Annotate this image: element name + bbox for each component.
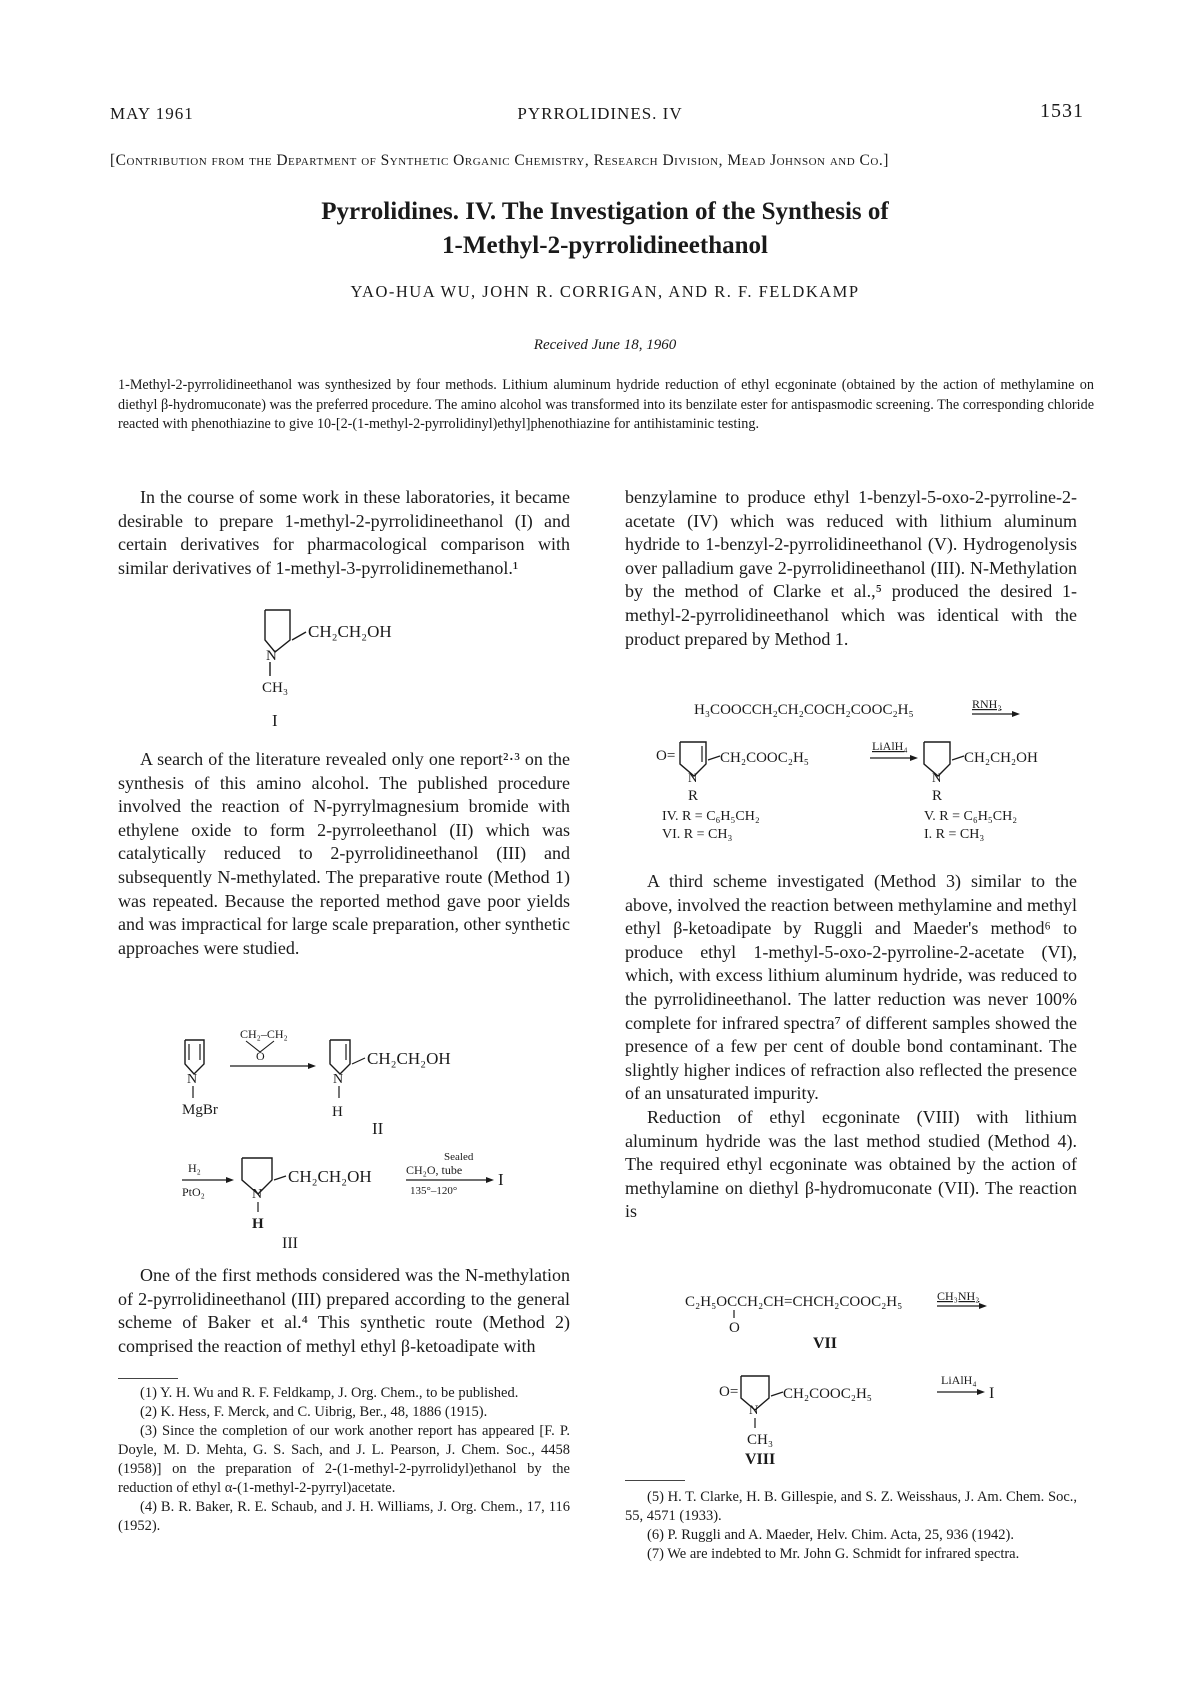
footnotes-right xyxy=(625,1488,1077,1564)
scheme-IV-V xyxy=(650,698,1090,848)
footnote-6: (6) P. Ruggli and A. Maeder, Helv. Chim. Acta, 25, 936 (1942). xyxy=(647,1527,1014,1543)
side-bond xyxy=(771,1392,783,1396)
structure-I xyxy=(220,600,480,740)
product-substituent: CH₂CH₂OH xyxy=(367,1049,451,1068)
side-bond xyxy=(352,1058,365,1064)
r-group-right: R xyxy=(932,788,943,804)
reagent-top: H₂ xyxy=(188,1161,201,1175)
arrow-reagent: LiAlH₄ xyxy=(872,739,908,753)
n-substituent: CH₃ xyxy=(747,1432,774,1448)
side-bond xyxy=(708,756,720,760)
running-header-title: PYRROLIDINES. IV xyxy=(517,104,683,123)
footnote-2: (2) K. Hess, F. Merck, and C. Uibrig, Ber., 48, 1886 (1915). xyxy=(140,1404,488,1420)
n-atom: N xyxy=(749,1402,759,1417)
footnote-5: (5) H. T. Clarke, H. B. Gillespie, and S. Z. Weisshaus, J. Am. Chem. Soc., 55, 4571 (1933). xyxy=(625,1489,1077,1524)
contribution-line: [Contribution from the Department of Synthetic Organic Chemistry, Research Division, Mead Johnson and Co.] xyxy=(110,152,889,169)
reagent-text: RNH₂ xyxy=(972,698,1002,711)
label-VI: VI. R = CH₃ xyxy=(662,827,733,842)
reagent-text: CH₂–CH₂ xyxy=(240,1028,288,1041)
ring-n-atom: N xyxy=(266,648,277,664)
left-col-para-1 xyxy=(118,486,570,580)
substituent: CH₂COOC₂H₅ xyxy=(783,1386,873,1402)
n-substituent-right: H xyxy=(332,1104,343,1120)
step-note-top: Sealed xyxy=(444,1151,474,1163)
compound-label: II xyxy=(372,1119,384,1138)
arrow-head xyxy=(486,1177,494,1183)
article-title-line1: Pyrrolidines. IV. The Investigation of the Synthesis of xyxy=(321,198,889,225)
pyrrole-ring-product xyxy=(330,1040,350,1074)
oxo-group: O= xyxy=(719,1384,739,1400)
ring-bond xyxy=(265,610,290,652)
r-group-left: R xyxy=(688,788,699,804)
arrow-head xyxy=(979,1303,987,1309)
running-header-date: MAY 1961 xyxy=(110,104,194,123)
oxo-group: O= xyxy=(656,748,676,764)
label-V: V. R = C₆H₅CH₂ xyxy=(924,809,1018,824)
scheme-VII-VIII xyxy=(675,1288,1095,1468)
footnote-7: (7) We are indebted to Mr. John G. Schmidt for infrared spectra. xyxy=(647,1546,1020,1562)
compound-label: VIII xyxy=(745,1451,776,1468)
label-I: I. R = CH₃ xyxy=(924,827,985,842)
reagent-oxygen: O xyxy=(256,1049,265,1063)
abstract: 1-Methyl-2-pyrrolidineethanol was synthesized by four methods. Lithium aluminum hydride reduction of ethyl ecgoninate (obtained by the action of methylamine on diethyl β-hydromuconate) was the preferred procedure. The amino alcohol was transformed into its benzilate ester for antispasmodic screening. The corresponding chloride reacted with phenothiazine to give 10-[2-(1-methyl-2-pyrrolidinyl)ethyl]phenothiazine for antihistaminic testing. xyxy=(118,377,1094,432)
step-note-bottom: 135°–120° xyxy=(410,1185,458,1197)
reagent-bottom: PtO₂ xyxy=(182,1185,205,1199)
n-atom: N xyxy=(187,1072,198,1087)
received-date: Received June 18, 1960 xyxy=(533,337,677,353)
start-material: C₂H₅OCCH₂CH=CHCH₂COOC₂H₅ xyxy=(685,1294,903,1310)
arrow-head xyxy=(977,1389,985,1395)
method-4-paragraph: Reduction of ethyl ecgoninate (VIII) with lithium aluminum hydride was the last method studied (Method 4). The required ethyl ecgoninate was obtained by the action of methylamine on diethyl β-hydromuconate (VII). The reaction is xyxy=(625,1106,1077,1222)
substituent-text: CH₂CH₂OH xyxy=(308,622,392,641)
structure-III-scheme xyxy=(160,1150,580,1262)
n-substituent: H xyxy=(252,1216,264,1232)
footnote-rule-right xyxy=(625,1480,685,1481)
footnote-1: (1) Y. H. Wu and R. F. Feldkamp, J. Org. Chem., to be published. xyxy=(140,1385,519,1401)
intro-paragraph: In the course of some work in these laboratories, it became desirable to prepare 1-methyl-2-pyrrolidineethanol (I) and certain derivatives for pharmacological comparison with similar derivatives of 1-methyl-3-pyrrolidinemethanol.¹ xyxy=(118,487,570,578)
compound-label: VII xyxy=(813,1335,838,1352)
step-note-mid: CH₂O, tube xyxy=(406,1163,463,1177)
reagent-text: CH₃NH₂ xyxy=(937,1289,980,1303)
arrow-reagent: LiAlH₄ xyxy=(941,1373,977,1387)
arrow-head xyxy=(308,1063,316,1069)
side-bond xyxy=(952,756,964,760)
footnotes-left xyxy=(118,1384,570,1536)
page-number: 1531 xyxy=(1040,100,1084,122)
arrow-head xyxy=(226,1177,234,1183)
right-col-para-2 xyxy=(625,870,1077,1224)
product-substituent: CH₂CH₂OH xyxy=(288,1167,372,1186)
compound-label: I xyxy=(272,711,278,730)
article-title-line2: 1-Methyl-2-pyrrolidineethanol xyxy=(442,232,768,259)
carbonyl-oxygen: O xyxy=(729,1320,740,1336)
left-col-para-2 xyxy=(118,748,570,960)
n-substituent-left: MgBr xyxy=(182,1102,218,1118)
n-atom: N xyxy=(932,770,942,785)
right-col-para-1 xyxy=(625,486,1077,651)
n-substituent-text: CH₃ xyxy=(262,680,289,696)
pyrrole-ring xyxy=(185,1040,204,1074)
label-IV: IV. R = C₆H₅CH₂ xyxy=(662,809,760,824)
continuation-paragraph: benzylamine to produce ethyl 1-benzyl-5-oxo-2-pyrroline-2-acetate (IV) which was reduced with lithium aluminum hydride to 1-benzyl-2-pyrrolidineethanol (V). Hydrogenolysis over palladium gave 2-pyrrolidineethanol (III). N-Methylation by the method of Clarke et al.,⁵ produced the desired 1-methyl-2-pyrrolidineethanol which was identical with the product prepared by Method 1. xyxy=(625,487,1077,649)
n-atom: N xyxy=(688,770,698,785)
substituent-left: CH₂COOC₂H₅ xyxy=(720,750,810,766)
structure-II-scheme xyxy=(160,1028,580,1148)
n-atom: N xyxy=(252,1187,263,1202)
side-bond xyxy=(292,632,306,640)
n-atom: N xyxy=(333,1072,344,1087)
side-bond xyxy=(274,1176,286,1180)
footnote-rule-left xyxy=(118,1378,178,1379)
arrow-head xyxy=(1012,711,1020,717)
final-product: I xyxy=(989,1385,995,1402)
start-material: H₃COOCCH₂CH₂COCH₂COOC₂H₅ xyxy=(694,702,914,718)
left-col-para-3 xyxy=(118,1264,570,1358)
method-2-paragraph: One of the first methods considered was the N-methylation of 2-pyrrolidineethanol (III) prepared according to the general scheme of Baker et al.⁴ This synthetic route (Method 2) comprised the reaction of methyl ethyl β-ketoadipate with xyxy=(118,1265,570,1356)
substituent-right: CH₂CH₂OH xyxy=(964,750,1038,766)
literature-paragraph: A search of the literature revealed only one report²·³ on the synthesis of this amino alcohol. The published procedure involved the reaction of N-pyrrylmagnesium bromide with ethylene oxide to form 2-pyrroleethanol (II) which was catalytically reduced to 2-pyrrolidineethanol (III) and subsequently N-methylated. The preparative route (Method 1) was repeated. Because the reported method gave poor yields and was impractical for large scale preparation, other synthetic approaches were studied. xyxy=(118,749,570,958)
method-3-paragraph: A third scheme investigated (Method 3) similar to the above, involved the reaction between methylamine and methyl ethyl β-ketoadipate by Ruggli and Maeder's method⁶ to produce ethyl 1-methyl-5-oxo-2-pyrroline-2-acetate (VI), which, with excess lithium aluminum hydride, was reduced to the pyrrolidineethanol. The latter reduction was never 100% complete for infrared spectra⁷ of different samples showed the presence of a few per cent of double bond contaminant. The slightly higher indices of refraction also reflected the presence of an unsaturated impurity. xyxy=(625,871,1077,1104)
final-product: I xyxy=(498,1170,504,1189)
compound-label: III xyxy=(282,1235,298,1252)
arrow-head xyxy=(910,755,918,761)
footnote-3: (3) Since the completion of our work another report has appeared [F. P. Doyle, M. D. Mehta, G. S. Sach, and J. L. Pearson, J. Chem. Soc., 4458 (1958)] on the preparation of 2-(1-methyl-2-pyrrolidyl)ethanol by the reduction of ethyl α-(1-methyl-2-pyrryl)acetate. xyxy=(118,1423,570,1496)
footnote-4: (4) B. R. Baker, R. E. Schaub, and J. H. Williams, J. Org. Chem., 17, 116 (1952). xyxy=(118,1499,570,1534)
author-list: YAO-HUA WU, JOHN R. CORRIGAN, AND R. F. FELDKAMP xyxy=(350,282,860,301)
